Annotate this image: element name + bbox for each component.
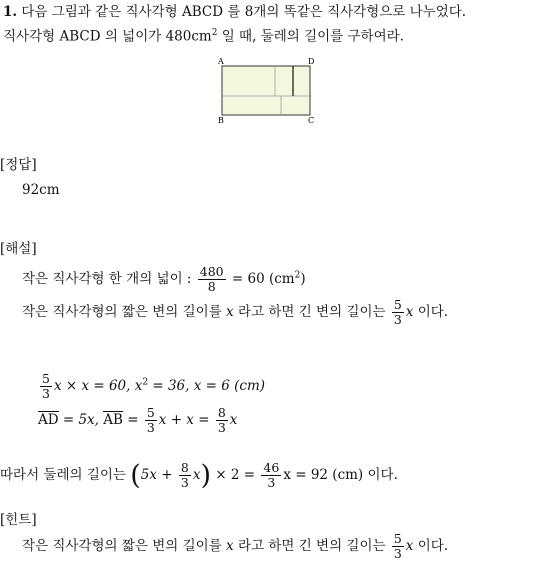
solution-equation-1: $\frac{5}{3}$ x × x = 60, $x^2 = 36$, x = 6 (cm) [42,371,266,401]
hint-heading: [힌트] [0,512,37,528]
fraction-8-3: $\frac{8}{3}$ [180,460,189,490]
solution-heading: [해설] [0,241,37,257]
answer-heading: [정답] [0,157,37,173]
solution-final: 따라서 둘레의 길이는 (5x + $\frac{8}{3}$ x) × 2 = $\frac{46}{3}$ x = 92 (cm) 이다. [0,460,398,491]
label-b: B [218,116,224,125]
solution-step-1: 작은 직사각형 한 개의 넓이 : $\frac{480}{8}$ = 60 $(cm^2)$ [22,264,306,294]
fraction-46-3: $\frac{46}{3}$ [263,460,280,490]
fraction-8-3: $\frac{8}{3}$ [217,405,226,435]
rectangle-figure [0,52,533,182]
fraction-480-8: $\frac{480}{8}$ [199,264,224,294]
problem-line-2: 직사각형 ABCD 의 넓이가 $480cm^2$ 일 때, 둘레의 길이를 구하여라. [3,28,404,45]
rectangle-abcd [222,66,310,115]
fraction-5-3: $\frac{5}{3}$ [146,405,155,435]
hint-text: 작은 직사각형의 짧은 변의 길이를 x 라고 하면 긴 변의 길이는 $\frac{5}{3}$ x 이다. [22,531,449,561]
fraction-5-3: $\frac{5}{3}$ [393,297,402,327]
fraction-5-3: $\frac{5}{3}$ [42,371,50,401]
fraction-5-3: $\frac{5}{3}$ [393,531,402,561]
segment-ab: AB [103,412,123,428]
solution-step-2: 작은 직사각형의 짧은 변의 길이를 x 라고 하면 긴 변의 길이는 $\frac{5}{3}$ x 이다. [22,297,449,327]
label-d: D [308,57,315,66]
segment-ad: AD [38,412,59,428]
answer-value: 92cm [22,182,60,198]
label-c: C [308,116,315,125]
label-a: A [218,57,224,66]
solution-equation-2: AD = 5x, AB = $\frac{5}{3}$ x + x = $\frac{8}{3}$ x [38,405,238,435]
problem-text-1: 다음 그림과 같은 직사각형 ABCD 를 8개의 똑같은 직사각형으로 나누었다. [21,4,467,20]
problem-number: 1. [3,4,18,20]
problem-line-1 [3,3,466,21]
